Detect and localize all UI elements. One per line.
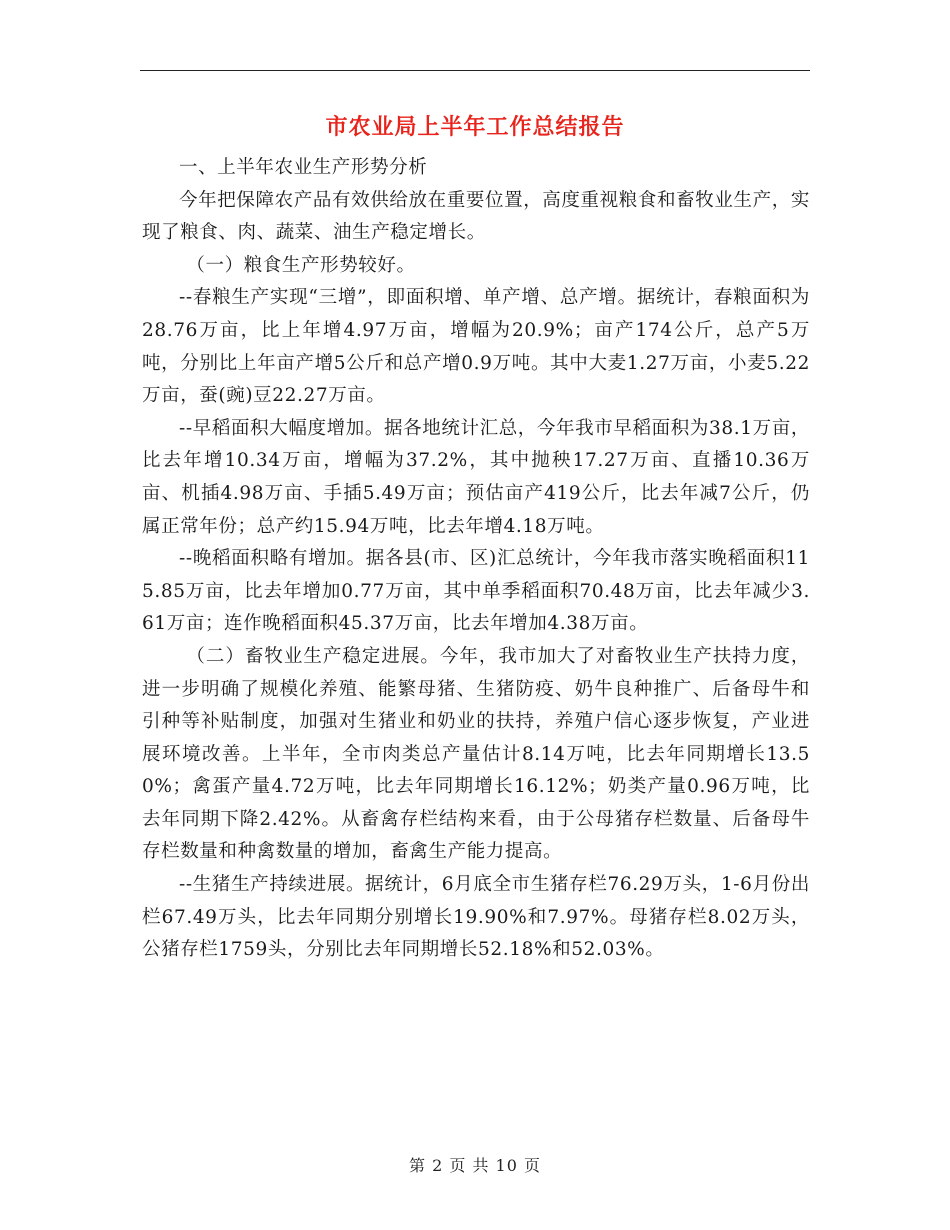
document-title: 市农业局上半年工作总结报告 (325, 115, 625, 140)
document-body (142, 152, 810, 967)
paragraph-livestock: （二）畜牧业生产稳定进展。今年，我市加大了对畜牧业生产扶持力度，进一步明确了规模化养殖、能繁母猪、生猪防疫、奶牛良种推广、后备母牛和引种等补贴制度，加强对生猪业和奶业的扶持，养殖户信心逐步恢复，产业进展环境改善。上半年，全市肉类总产量估计8.14万吨，比去年同期增长13.50%；禽蛋产量4.72万吨，比去年同期增长16.12%；奶类产量0.96万吨，比去年同期下降2.42%。从畜禽存栏结构来看，由于公母猪存栏数量、后备母牛存栏数量和种禽数量的增加，畜禽生产能力提高。 (142, 645, 810, 863)
paragraph-early-rice: --早稻面积大幅度增加。据各地统计汇总，今年我市早稻面积为38.1万亩，比去年增10.34万亩，增幅为37.2%，其中抛秧17.27万亩、直播10.36万亩、机插4.98万亩、手插5.49万亩；预估亩产419公斤，比去年减7公斤，仍属正常年份；总产约15.94万吨，比去年增4.18万吨。 (142, 417, 810, 537)
paragraph-pig-production: --生猪生产持续进展。据统计，6月底全市生猪存栏76.29万头，1-6月份出栏67.49万头，比去年同期分别增长19.90%和7.97%。母猪存栏8.02万头，公猪存栏1759头，分别比去年同期增长52.18%和52.03%。 (142, 874, 810, 961)
subsection-heading-grain: （一）粮食生产形势较好。 (186, 254, 416, 276)
header-rule (140, 70, 810, 71)
paragraph-late-rice: --晚稻面积略有增加。据各县(市、区)汇总统计，今年我市落实晚稻面积115.85万亩，比去年增加0.77万亩，其中单季稻面积70.48万亩，比去年减少3.61万亩；连作晚稻面积45.37万亩，比去年增加4.38万亩。 (142, 548, 810, 635)
paragraph-spring-grain: --春粮生产实现“三增”，即面积增、单产增、总产增。据统计，春粮面积为28.76万亩，比上年增4.97万亩，增幅为20.9%；亩产174公斤，总产5万吨，分别比上年亩产增5公斤和总产增0.9万吨。其中大麦1.27万亩，小麦5.22万亩，蚕(豌)豆22.27万亩。 (142, 287, 810, 407)
paragraph-intro: 今年把保障农产品有效供给放在重要位置，高度重视粮食和畜牧业生产，实现了粮食、肉、蔬菜、油生产稳定增长。 (142, 189, 810, 244)
section-heading-1: 一、上半年农业生产形势分析 (179, 157, 428, 178)
page-footer: 第 2 页 共 10 页 (409, 1156, 541, 1175)
